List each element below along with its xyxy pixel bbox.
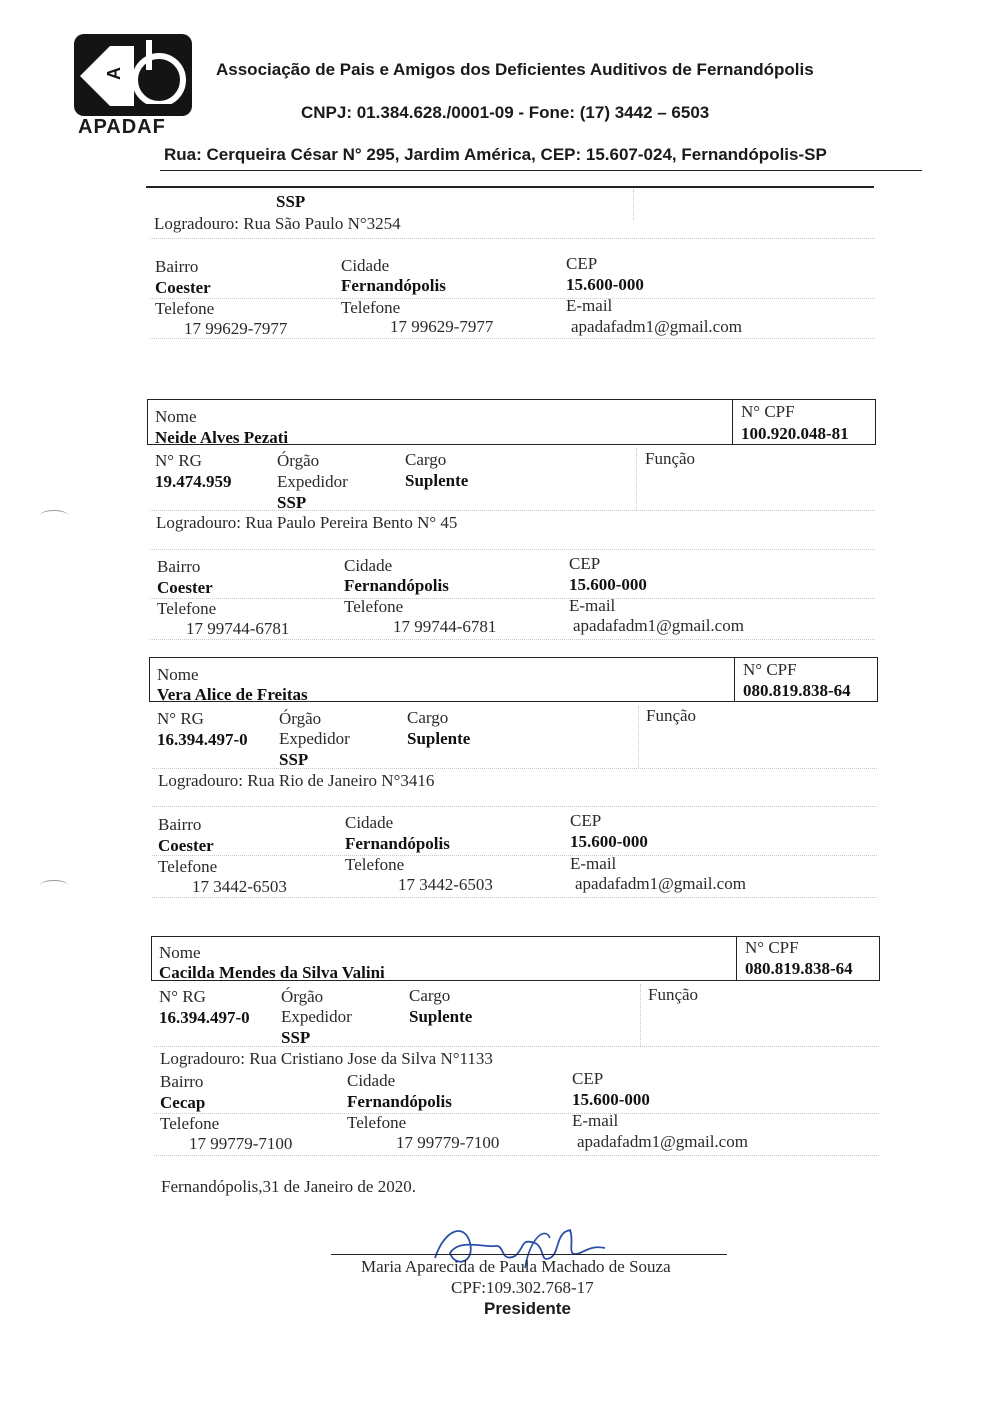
cpf-value: 080.819.838-64	[745, 959, 853, 978]
header-rule	[160, 170, 922, 171]
cpf-value: 080.819.838-64	[743, 681, 851, 700]
punch-mark	[40, 510, 68, 521]
rg-value: 19.474.959	[155, 472, 232, 491]
cep-value: 15.600-000	[569, 575, 647, 594]
orgao-value: SSP	[277, 493, 307, 512]
telefone-value-2: 17 99629-7977	[390, 317, 494, 336]
bairro-label: Bairro	[160, 1072, 204, 1091]
org-name: Associação de Pais e Amigos dos Deficientes Auditivos de Fernandópolis	[216, 60, 814, 79]
telefone-label-2: Telefone	[344, 597, 404, 616]
cidade-label: Cidade	[344, 556, 393, 575]
cep-label: CEP	[566, 254, 598, 273]
cidade-value: Fernandópolis	[345, 834, 450, 853]
telefone-label: Telefone	[158, 857, 218, 876]
bairro-label: Bairro	[158, 815, 202, 834]
telefone-label-2: Telefone	[345, 855, 405, 874]
cep-label: CEP	[572, 1069, 604, 1088]
cpf-label: N° CPF	[745, 938, 799, 957]
cidade-label: Cidade	[347, 1071, 396, 1090]
nome-value: Neide Alves Pezati	[155, 428, 289, 447]
email-value: apadafadm1@gmail.com	[571, 317, 742, 336]
cargo-value: Suplente	[407, 729, 471, 748]
orgao-label: Órgão	[279, 709, 322, 728]
cep-label: CEP	[570, 811, 602, 830]
bairro-value: Coester	[157, 578, 213, 597]
rg-label: N° RG	[159, 987, 206, 1006]
email-value: apadafadm1@gmail.com	[577, 1132, 748, 1151]
bairro-value: Cecap	[160, 1093, 206, 1112]
funcao-label: Função	[645, 449, 696, 468]
nome-label: Nome	[157, 665, 199, 684]
cargo-value: Suplente	[409, 1007, 473, 1026]
orgao-label: Órgão	[277, 451, 320, 470]
cpf-label: N° CPF	[741, 402, 795, 421]
cidade-value: Fernandópolis	[344, 576, 449, 595]
telefone-value-2: 17 99779-7100	[396, 1133, 500, 1152]
cep-value: 15.600-000	[570, 832, 648, 851]
nome-label: Nome	[155, 407, 197, 426]
signer-name: Maria Aparecida de Paula Machado de Souza	[361, 1257, 671, 1276]
ear-logo-icon	[74, 34, 192, 116]
logradouro: Logradouro: Rua Cristiano Jose da Silva N°1133	[160, 1049, 493, 1068]
orgao-value: SSP	[281, 1028, 311, 1047]
cargo-label: Cargo	[407, 708, 449, 727]
nome-value: Vera Alice de Freitas	[157, 685, 308, 704]
logradouro: Logradouro: Rua Paulo Pereira Bento N° 45	[156, 513, 458, 532]
telefone-value-2: 17 3442-6503	[398, 875, 493, 894]
telefone-value: 17 99744-6781	[186, 619, 290, 638]
svg-text:A: A	[104, 67, 124, 80]
bairro-value: Coester	[158, 836, 214, 855]
rg-label: N° RG	[157, 709, 204, 728]
signer-role: Presidente	[484, 1299, 571, 1318]
telefone-value-2: 17 99744-6781	[393, 617, 497, 636]
logradouro: Logradouro: Rua São Paulo N°3254	[154, 214, 401, 233]
funcao-label: Função	[646, 706, 697, 725]
signature-line	[331, 1254, 727, 1255]
cep-value: 15.600-000	[572, 1090, 650, 1109]
entry-top-rule	[146, 186, 874, 188]
cep-value: 15.600-000	[566, 275, 644, 294]
signer-cpf: CPF:109.302.768-17	[451, 1278, 594, 1297]
expedidor-label: Expedidor	[277, 472, 348, 491]
punch-mark	[40, 880, 68, 891]
cidade-label: Cidade	[345, 813, 394, 832]
cidade-label: Cidade	[341, 256, 390, 275]
email-value: apadafadm1@gmail.com	[573, 616, 744, 635]
bairro-label: Bairro	[155, 257, 199, 276]
email-label: E-mail	[572, 1111, 619, 1130]
cargo-value: Suplente	[405, 471, 469, 490]
rg-label: N° RG	[155, 451, 202, 470]
cnpj-line: CNPJ: 01.384.628./0001-09 - Fone: (17) 3442 – 6503	[301, 103, 710, 122]
cpf-label: N° CPF	[743, 660, 797, 679]
date-line: Fernandópolis,31 de Janeiro de 2020.	[161, 1177, 416, 1196]
bairro-value: Coester	[155, 278, 211, 297]
cidade-value: Fernandópolis	[341, 276, 446, 295]
orgao-label: Órgão	[281, 987, 324, 1006]
rg-value: 16.394.497-0	[157, 730, 248, 749]
nome-value: Cacilda Mendes da Silva Valini	[159, 963, 385, 982]
funcao-label: Função	[648, 985, 699, 1004]
email-label: E-mail	[569, 596, 616, 615]
logo-text: APADAF	[78, 116, 166, 138]
orgao-value: SSP	[276, 192, 306, 211]
apadaf-logo	[74, 34, 194, 139]
expedidor-label: Expedidor	[279, 729, 350, 748]
telefone-value: 17 3442-6503	[192, 877, 287, 896]
orgao-value: SSP	[279, 750, 309, 769]
telefone-label: Telefone	[157, 599, 217, 618]
bairro-label: Bairro	[157, 557, 201, 576]
cidade-value: Fernandópolis	[347, 1092, 452, 1111]
telefone-label: Telefone	[160, 1114, 220, 1133]
telefone-value: 17 99629-7977	[184, 319, 288, 338]
telefone-label-2: Telefone	[341, 298, 401, 317]
email-label: E-mail	[566, 296, 613, 315]
telefone-label: Telefone	[155, 299, 215, 318]
nome-label: Nome	[159, 943, 201, 962]
telefone-label-2: Telefone	[347, 1113, 407, 1132]
address-line: Rua: Cerqueira César N° 295, Jardim América, CEP: 15.607-024, Fernandópolis-SP	[164, 145, 827, 164]
telefone-value: 17 99779-7100	[189, 1134, 293, 1153]
expedidor-label: Expedidor	[281, 1007, 352, 1026]
logradouro: Logradouro: Rua Rio de Janeiro N°3416	[158, 771, 435, 790]
rg-value: 16.394.497-0	[159, 1008, 250, 1027]
cep-label: CEP	[569, 554, 601, 573]
cargo-label: Cargo	[409, 986, 451, 1005]
cargo-label: Cargo	[405, 450, 447, 469]
email-label: E-mail	[570, 854, 617, 873]
cpf-value: 100.920.048-81	[741, 424, 849, 443]
email-value: apadafadm1@gmail.com	[575, 874, 746, 893]
